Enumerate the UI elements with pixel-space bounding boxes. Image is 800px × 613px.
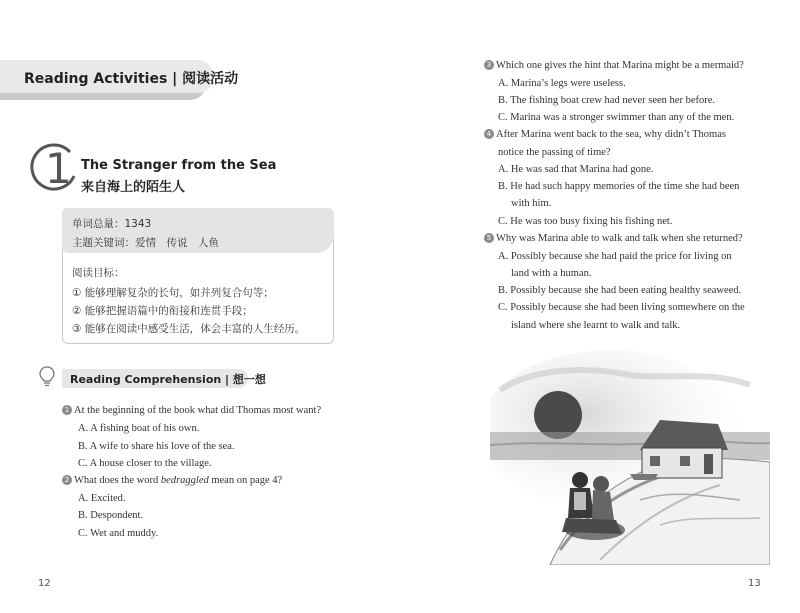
question — [484, 129, 726, 140]
answer-option: A. Excited. — [78, 493, 126, 504]
goals-title: 阅读目标： — [72, 267, 125, 279]
question-number: 1 — [62, 405, 72, 415]
question — [484, 233, 743, 244]
question-number: 4 — [484, 129, 494, 139]
question-text: What does the word — [74, 475, 161, 486]
word-count: 单词总量：1343 — [72, 218, 152, 230]
question — [484, 60, 744, 71]
question-number: 2 — [62, 475, 72, 485]
question — [62, 405, 321, 416]
keywords: 主题关键词：爱情 传说 人鱼 — [72, 237, 219, 249]
goal-item: ② 能够把握语篇中的衔接和连贯手段； — [72, 305, 253, 317]
question-emphasis: bedraggled — [160, 475, 209, 486]
sun-shape — [534, 391, 582, 439]
boat-shape — [630, 474, 658, 480]
goal-item: ① 能够理解复杂的长句，如并列复合句等； — [72, 287, 274, 299]
answer-option: C. Marina was a stronger swimmer than any of the men. — [498, 112, 735, 123]
illustration-couple-by-sea — [490, 350, 770, 565]
chapter-number: 1 — [45, 144, 72, 193]
answer-option: A. Possibly because she had paid the price for living on — [498, 251, 732, 262]
question — [62, 475, 282, 486]
story-title-en: The Stranger from the Sea — [81, 158, 277, 173]
page-title: Reading Activities | 阅读活动 — [24, 71, 239, 87]
answer-option: B. Despondent. — [78, 510, 144, 521]
question-number: 3 — [484, 60, 494, 70]
page-number-left: 12 — [38, 578, 51, 589]
answer-option: C. Possibly because she had been living somewhere on the — [498, 302, 745, 313]
answer-option-continued: island where she learnt to walk and talk. — [511, 320, 681, 331]
question-text: Which one gives the hint that Marina might be a mermaid? — [496, 60, 744, 71]
lightbulb-icon — [38, 365, 56, 389]
story-title-zh: 来自海上的陌生人 — [81, 180, 186, 195]
question-number: 5 — [484, 233, 494, 243]
answer-option: A. He was sad that Marina had gone. — [498, 164, 654, 175]
question-text: Why was Marina able to walk and talk when she returned? — [496, 233, 743, 244]
question-text: After Marina went back to the sea, why didn’t Thomas — [496, 129, 726, 140]
answer-option: B. Possibly because she had been eating healthy seaweed. — [498, 285, 742, 296]
answer-option: C. A house closer to the village. — [78, 458, 212, 469]
question-text: At the beginning of the book what did Thomas most want? — [74, 405, 322, 416]
answer-option: B. The fishing boat crew had never seen her before. — [498, 95, 716, 106]
answer-option: A. Marina’s legs were useless. — [498, 78, 626, 89]
answer-option: B. A wife to share his love of the sea. — [78, 441, 235, 452]
answer-option: A. A fishing boat of his own. — [78, 423, 200, 434]
answer-option-continued: with him. — [511, 198, 552, 209]
answer-option: C. He was too busy fixing his fishing net. — [498, 216, 673, 227]
section-title: Reading Comprehension | 想一想 — [70, 373, 266, 386]
answer-option: B. He had such happy memories of the time she had been — [498, 181, 740, 192]
answer-option-continued: land with a human. — [511, 268, 592, 279]
question-text: mean on page 4? — [208, 475, 283, 486]
question-text-continued: notice the passing of time? — [498, 147, 611, 158]
page-number-right: 13 — [748, 578, 761, 589]
goal-item: ③ 能够在阅读中感受生活，体会丰富的人生经历。 — [72, 323, 306, 335]
answer-option: C. Wet and muddy. — [78, 528, 159, 539]
